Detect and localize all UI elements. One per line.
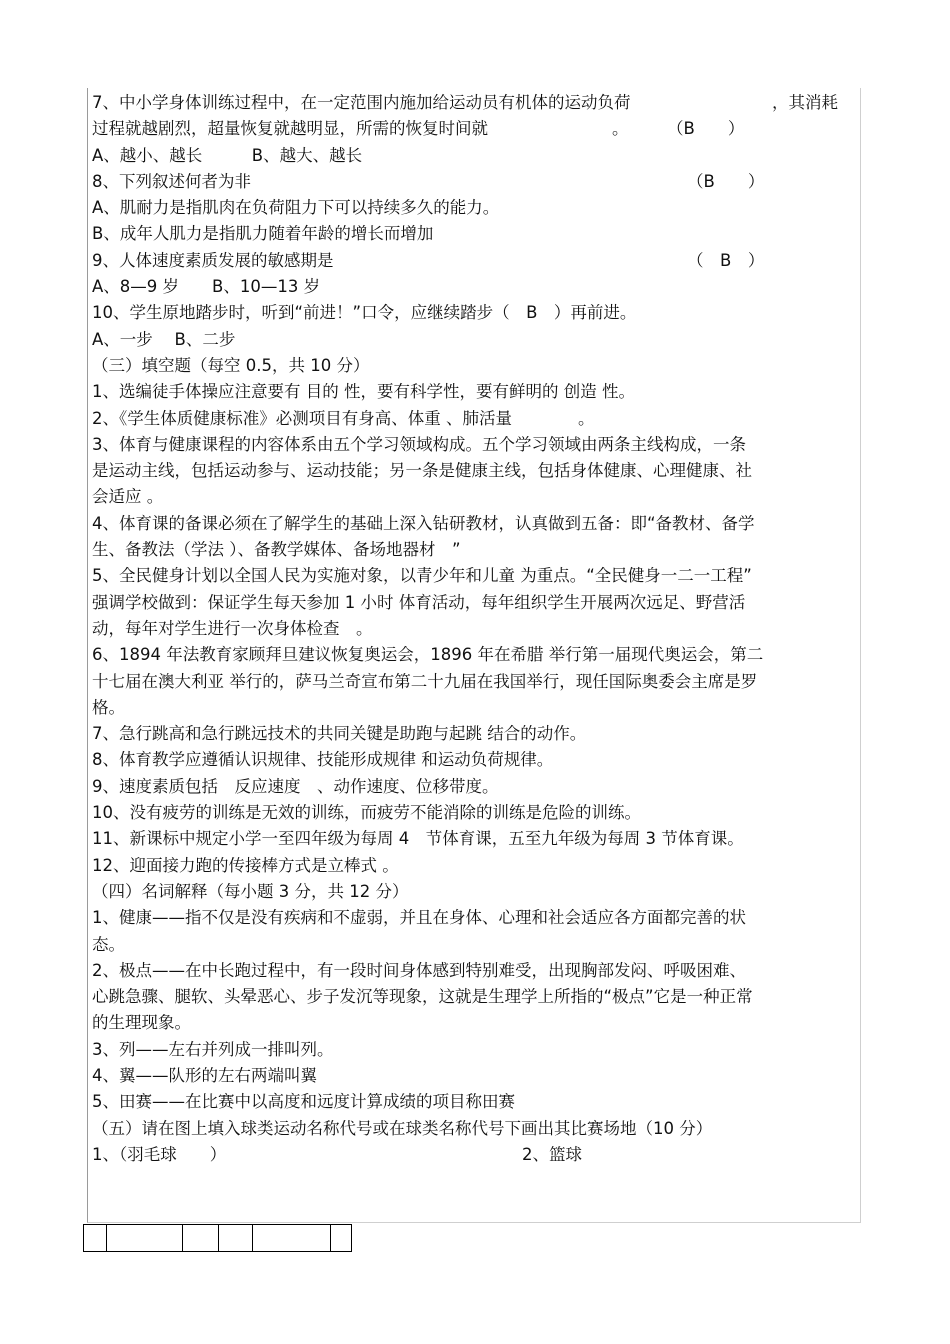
line-text: 过程就越剧烈，超量恢复就越明显，所需的恢复时间就 [92,119,488,139]
line-text: 6、1894 年法教育家顾拜旦建议恢复奥运会，1896 年在希腊 举行第一届现代奥运会，第二 [92,645,764,665]
line-text: 1、选编徒手体操应注意要有 目的 性，要有科学性，要有鲜明的 创造 性。 [92,382,635,402]
line-text: A、8—9 岁 B、10—13 岁 [92,277,321,297]
line-text: 2、《学生体质健康标准》必测项目有身高、体重 、肺活量 。 [92,408,595,428]
grid-cell [331,1225,352,1251]
line-text: 格。 [92,697,125,717]
line-text-right: （ B ） [687,250,765,270]
line-text: 动，每年对学生进行一次身体检查 。 [92,618,373,638]
text-line [92,984,857,1010]
line-text: B、成年人肌力是指肌力随着年龄的增长而增加 [92,224,434,244]
text-line [92,826,857,852]
line-text: A、越小、越长 B、越大、越长 [92,145,363,165]
text-line [92,590,857,616]
line-text: 12、迎面接力跑的传接棒方式是立棒式 。 [92,855,399,875]
line-text: 9、速度素质包括 反应速度 、动作速度、位移带度。 [92,776,499,796]
text-line [92,1116,857,1142]
text-line [92,248,857,274]
text-line [92,1089,857,1115]
line-text: 强调学校做到：保证学生每天参加 1 小时 体育活动，每年组织学生开展两次远足、野营活 [92,592,746,612]
text-line [92,116,857,142]
table-footer-grid [83,1224,352,1252]
text-line [92,879,857,905]
line-text: 会适应 。 [92,487,164,507]
text-line [92,747,857,773]
text-line [92,300,857,326]
line-text: 4、翼——队形的左右两端叫翼 [92,1065,317,1085]
line-text: 7、中小学身体训练过程中，在一定范围内施加给运动员有机体的运动负荷 [92,93,631,112]
text-line [92,537,857,563]
line-text: （四）名词解释（每小题 3 分，共 12 分） [92,881,409,901]
line-text: 生、备教法（学法 ）、备教学媒体、备场地器材 ” [92,540,461,560]
line-text: 5、全民健身计划以全国人民为实施对象，以青少年和儿童 为重点。“全民健身一二一工程” [92,566,752,586]
line-text: 态。 [92,934,125,954]
text-line [92,905,857,931]
text-line [92,327,857,353]
text-line [92,221,857,247]
line-text: 4、体育课的备课必须在了解学生的基础上深入钻研教材，认真做到五备：即“备教材、备学 [92,513,755,533]
text-line [92,432,857,458]
text-line [92,511,857,537]
line-text: 3、体育与健康课程的内容体系由五个学习领域构成。五个学习领域由两条主线构成，一条 [92,434,746,454]
line-text: 7、急行跳高和急行跳远技术的共同关键是助跑与起跳 结合的动作。 [92,724,587,744]
text-line [92,932,857,958]
text-line [92,774,857,800]
grid-cell [84,1225,107,1251]
grid-cell [183,1225,219,1251]
line-text: （五）请在图上填入球类运动名称代号或在球类名称代号下画出其比赛场地（10 分） [92,1118,713,1138]
text-line [92,853,857,879]
line-text-right: （B ） [687,171,765,191]
line-text: 8、体育教学应遵循认识规律、技能形成规律 和运动负荷规律。 [92,750,554,770]
line-text: 1、健康——指不仅是没有疾病和不虚弱，并且在身体、心理和社会适应各方面都完善的状 [92,908,746,928]
text-line [92,274,857,300]
line-text: 1、（羽毛球 ） [92,1144,227,1164]
text-line [92,721,857,747]
grid-cell [219,1225,253,1251]
text-line [92,616,857,642]
text-line [92,195,857,221]
answer-bracket: （B ） [667,119,745,139]
line-text: A、肌耐力是指肌肉在负荷阻力下可以持续多久的能力。 [92,198,500,218]
line-text: 8、下列叙述何者为非 [92,171,251,191]
grid-cell [253,1225,331,1251]
text-line [92,958,857,984]
line-text: 是运动主线，包括运动参与、运动技能；另一条是健康主线，包括身体健康、心理健康、社 [92,461,752,481]
text-line [92,143,857,169]
text-line [92,379,857,405]
text-line [92,353,857,379]
text-line [92,458,857,484]
document-body [92,90,857,1168]
line-text: 5、田赛——在比赛中以高度和远度计算成绩的项目称田赛 [92,1092,515,1112]
text-line [92,1063,857,1089]
text-line [92,169,857,195]
text-line [92,800,857,826]
line-text: （三）填空题（每空 0.5，共 10 分） [92,355,370,375]
text-line [92,695,857,721]
text-line [92,90,857,116]
line-text: 的生理现象。 [92,1013,191,1033]
line-text: 3、列——左右并列成一排叫列。 [92,1039,334,1059]
line-text: 9、人体速度素质发展的敏感期是 [92,250,334,270]
text-line [92,1142,857,1168]
text-line [92,484,857,510]
line-text: A、一步 B、二步 [92,329,236,349]
text-line [92,563,857,589]
line-text: 十七届在澳大利亚 举行的，萨马兰奇宣布第二十九届在我国举行，现任国际奥委会主席是罗 [92,671,758,691]
line-text-right: 2、篮球 [522,1144,582,1164]
text-line [92,669,857,695]
text-line [92,642,857,668]
text-line [92,1010,857,1036]
line-text: 10、学生原地踏步时，听到“前进！”口令，应继续踏步（ B ）再前进。 [92,303,637,323]
grid-cell [107,1225,183,1251]
text-line [92,1037,857,1063]
text-line [92,406,857,432]
line-text: 10、没有疲劳的训练是无效的训练，而疲劳不能消除的训练是危险的训练。 [92,803,641,823]
line-text: 2、极点——在中长跑过程中，有一段时间身体感到特别难受，出现胸部发闷、呼吸困难、 [92,960,746,980]
line-text-right: ，其消耗 [772,93,838,112]
line-text-right: 。 [612,119,629,139]
line-text: 心跳急骤、腿软、头晕恶心、步子发沉等现象，这就是生理学上所指的“极点”它是一种正常 [92,987,753,1007]
line-text: 11、新课标中规定小学一至四年级为每周 4 节体育课，五至九年级为每周 3 节体育课。 [92,829,744,849]
